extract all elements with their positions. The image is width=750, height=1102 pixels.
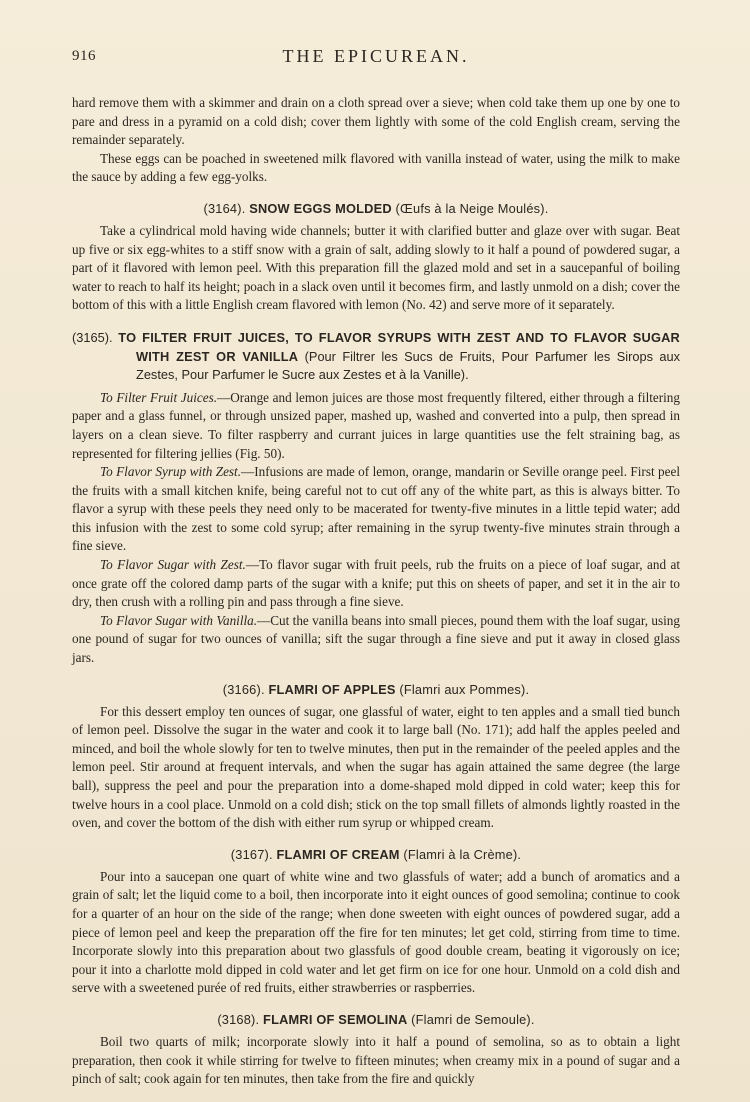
recipe-3164-text: Take a cylindrical mold having wide channels; butter it with clarified butter and glaze over with sugar. Beat up five or six egg-whites to a stiff snow with a grain of salt, adding slowly to it half a pound of powdered sugar, a part of it flavored with lemon peel. With this preparation fill the glazed mold and set in a saucepanful of boiling water to reach to half its height; poach in a slack oven until it becomes firm, and lastly unmold on a dish; cover the bottom of this with a little English cream flavored with lemon (No. 42) and serve more of it separately. [72, 222, 680, 313]
recipe-3166-text: For this dessert employ ten ounces of sugar, one glassful of water, eight to ten apples and a small tied bunch of lemon peel. Dissolve the sugar in the water and cook it to large ball (No. 171); add half the apples peeled and minced, and boil the whole slowly for ten to twelve minutes, then put in the remainder of the peeled apples and the lemon peel. Stir around at frequent intervals, and when the sugar has again attained the same degree (the large ball), suppress the peel and pour the preparation into a dome-shaped mold dipped in cold water; keep this for twelve hours in a cool place. Unmold on a cold dish; stick on the top small fillets of almonds lightly roasted in the oven, and cover the bottom of the dish with either rum syrup or whipped cream. [72, 703, 680, 831]
recipe-number: (3168). [217, 1011, 260, 1027]
recipe-3165-paragraph-1 [72, 389, 680, 463]
recipe-3165-paragraph-3 [72, 556, 680, 612]
recipe-number: (3165). [72, 329, 113, 345]
paragraph-text: —Infusions are made of lemon, orange, mandarin or Seville orange peel. First peel the fruits with a small kitchen knife, being careful not to cut off any of the white part, as this is always bitter. To flavor a syrup with these peels they need only to be macerated for twenty-five minutes in a little tepid water; add this infusion with the zest to some cold syrup; after remaining in the syrup twenty-five minutes strain through a fine sieve. [72, 464, 680, 554]
recipe-french-title: (Flamri à la Crème). [403, 846, 522, 862]
recipe-3164-title [72, 201, 680, 216]
intro-paragraph-2: These eggs can be poached in sweetened milk flavored with vanilla instead of water, using the milk to make the sauce by adding a few egg-yolks. [72, 150, 680, 185]
recipe-french-title: (Œufs à la Neige Moulés). [395, 200, 549, 216]
recipe-number: (3167). [230, 846, 273, 862]
recipe-title: FLAMRI OF SEMOLINA [263, 1011, 408, 1027]
paragraph-text: —Cut the vanilla beans into small pieces, pound them with the loaf sugar, using one pound of sugar for two ounces of vanilla; sift the sugar through a fine sieve and put it away in closed glass jars. [72, 612, 680, 666]
subheading: To Flavor Sugar with Vanilla. [100, 612, 258, 628]
intro-paragraph: hard remove them with a skimmer and drain on a cloth spread over a sieve; when cold take them up one by one to pare and dress in a pyramid on a cold dish; cover them lightly with some of the cold English cream, serving the remainder separately. [72, 95, 680, 148]
recipe-3165-title [72, 329, 680, 385]
paragraph-text: —To flavor sugar with fruit peels, rub the fruits on a piece of loaf sugar, and at once grate off the colored damp parts of the sugar with a knife; put this on sheets of paper, and set it in the air to dry, then crush with a rolling pin and pass through a fine sieve. [72, 557, 680, 610]
recipe-3165-paragraph-2 [72, 463, 680, 556]
recipe-3165-paragraph-4 [72, 612, 680, 668]
subheading: To Filter Fruit Juices. [100, 389, 218, 405]
subheading: To Flavor Syrup with Zest. [100, 464, 242, 480]
recipe-3168-title [72, 1012, 680, 1027]
recipe-french-title: (Pour Filtrer les Sucs de Fruits, Pour Parfumer les Sirops aux Zestes, Pour Parfumer le Sucre aux Zestes et à la Vanille). [136, 348, 680, 383]
recipe-3167-title [72, 847, 680, 862]
recipe-3167-text: Pour into a saucepan one quart of white wine and two glassfuls of water; add a bunch of aromatics and a grain of salt; let the liquid come to a boil, then incorporate into it eight ounces of good semolina; continue to cook for a quarter of an hour on the side of the range; when done sweeten with eight ounces of powdered sugar, add a piece of lemon peel and keep the preparation off the fire for ten minutes; let get cold, stirring from time to time. Incorporate slowly into this preparation about two glassfuls of good double cream, beating it vigorously on ice; pour it into a charlotte mold dipped in cold water and let get firm on ice for one hour. Unmold on a cold dish and serve with a sweetened purée of red fruits, either strawberries or raspberries. [72, 868, 680, 996]
recipe-number: (3166). [222, 681, 265, 697]
recipe-french-title: (Flamri de Semoule). [411, 1011, 535, 1027]
recipe-title: TO FILTER FRUIT JUICES, TO FLAVOR SYRUPS WITH ZEST AND TO FLAVOR SUGAR WITH ZEST OR VANILLA [118, 329, 680, 364]
subheading: To Flavor Sugar with Zest. [100, 557, 246, 573]
running-title: THE EPICUREAN. [282, 46, 470, 66]
recipe-french-title: (Flamri aux Pommes). [399, 681, 530, 697]
page-header [72, 44, 680, 74]
recipe-title: SNOW EGGS MOLDED [249, 200, 392, 216]
recipe-3168-text: Boil two quarts of milk; incorporate slowly into it half a pound of semolina, so as to obtain a light preparation, then cook it while stirring for twelve to fifteen minutes; when creamy mix in a pound of sugar and a pinch of salt; cook again for ten minutes, then take from the fire and quickly [72, 1033, 680, 1087]
page-number: 916 [72, 48, 96, 64]
recipe-title: FLAMRI OF CREAM [276, 846, 400, 862]
paragraph-text: —Orange and lemon juices are those most frequently filtered, either through a filtering paper and a glass funnel, or through unsized paper, mashed up, washed and converted into a pulp, then spread in layers on a clean sieve. To filter raspberry and currant juices in large quantities use the felt straining bag, as represented for filtering jellies (Fig. 50). [72, 389, 680, 461]
recipe-title: FLAMRI OF APPLES [268, 681, 396, 697]
recipe-number: (3164). [203, 200, 246, 216]
recipe-3166-title [72, 682, 680, 697]
